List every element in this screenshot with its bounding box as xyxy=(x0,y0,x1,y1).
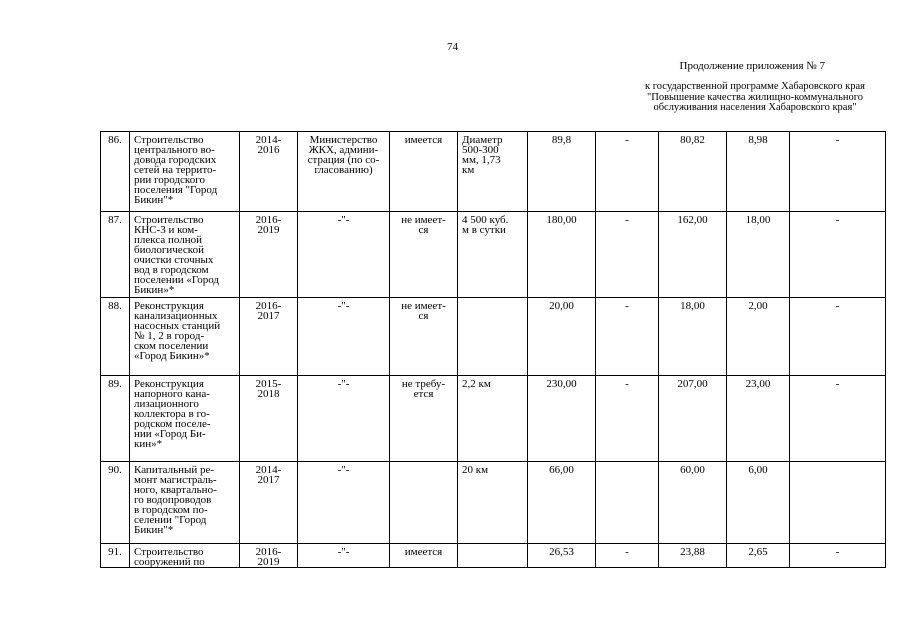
total-amount-cell: 20,00 xyxy=(528,298,596,376)
project-name-cell xyxy=(130,132,240,212)
cell-line: 2,2 км xyxy=(462,378,491,390)
cell-line: очистки сточных xyxy=(134,254,214,266)
regional-amount-cell: 207,00 xyxy=(659,376,727,462)
cell-line: сетей на террито- xyxy=(134,164,217,176)
regional-amount-cell: 162,00 xyxy=(659,212,727,298)
cell-line: -"- xyxy=(337,546,350,558)
cell-line: страция (по со- xyxy=(307,154,380,166)
documentation-cell xyxy=(390,376,458,462)
cell-line: 2014- xyxy=(255,464,282,476)
cell-line: поселении «Город xyxy=(134,274,220,286)
appendix-title: Продолжение приложения № 7 xyxy=(679,60,825,72)
cell-line: довода городских xyxy=(134,154,217,166)
project-name-cell xyxy=(130,298,240,376)
total-amount-cell: 66,00 xyxy=(528,462,596,544)
executor-cell xyxy=(298,544,390,568)
cell-line: рии городского xyxy=(134,174,205,186)
cell-line: Реконструкция xyxy=(134,378,204,390)
table-body xyxy=(101,132,886,568)
period-cell xyxy=(240,298,298,376)
documentation-cell xyxy=(390,132,458,212)
table-row xyxy=(101,132,886,212)
cell-line: 2017 xyxy=(257,310,280,322)
executor-cell xyxy=(298,462,390,544)
capacity-cell xyxy=(458,462,528,544)
cell-line: вод в городском xyxy=(134,264,209,276)
documentation-cell xyxy=(390,212,458,298)
cell-line: го водопроводов xyxy=(134,494,212,506)
capacity-cell xyxy=(458,212,528,298)
other-sources-cell: - xyxy=(790,376,886,462)
cell-line: нии «Город Би- xyxy=(134,428,206,440)
cell-line: Бикин"* xyxy=(134,194,174,206)
federal-amount-cell: - xyxy=(596,132,659,212)
period-cell xyxy=(240,132,298,212)
regional-amount-cell: 80,82 xyxy=(659,132,727,212)
total-amount-cell: 180,00 xyxy=(528,212,596,298)
row-number-cell: 89. xyxy=(101,376,130,462)
projects-table xyxy=(100,131,886,568)
cell-line: 4 500 куб. xyxy=(462,214,509,226)
other-sources-cell: - xyxy=(790,212,886,298)
cell-line: родском поселе- xyxy=(134,418,211,430)
cell-line: ется xyxy=(413,388,434,400)
cell-line: 2019 xyxy=(257,224,280,236)
cell-line: не требу- xyxy=(401,378,446,390)
capacity-cell xyxy=(458,376,528,462)
cell-line: напорного кана- xyxy=(134,388,210,400)
project-name-cell xyxy=(130,376,240,462)
cell-line: ся xyxy=(418,224,429,236)
cell-line: КНС-3 и ком- xyxy=(134,224,198,236)
cell-line: Строительство xyxy=(134,134,204,146)
row-number-cell: 90. xyxy=(101,462,130,544)
capacity-cell xyxy=(458,544,528,568)
documentation-cell xyxy=(390,544,458,568)
federal-amount-cell: - xyxy=(596,376,659,462)
executor-cell xyxy=(298,132,390,212)
period-cell xyxy=(240,544,298,568)
local-amount-cell: 23,00 xyxy=(727,376,790,462)
cell-line: центрального во- xyxy=(134,144,215,156)
capacity-cell xyxy=(458,132,528,212)
row-number-cell: 88. xyxy=(101,298,130,376)
cell-line: 2019 xyxy=(257,556,280,568)
local-amount-cell: 6,00 xyxy=(727,462,790,544)
federal-amount-cell: - xyxy=(596,212,659,298)
federal-amount-cell xyxy=(596,462,659,544)
cell-line: Строительство xyxy=(134,546,204,558)
cell-line: монт магистраль- xyxy=(134,474,217,486)
row-number-cell: 91. xyxy=(101,544,130,568)
period-cell xyxy=(240,462,298,544)
cell-line: ся xyxy=(418,310,429,322)
project-name-cell xyxy=(130,544,240,568)
period-cell xyxy=(240,376,298,462)
total-amount-cell: 230,00 xyxy=(528,376,596,462)
cell-line: км xyxy=(462,164,475,176)
cell-line: Министерство xyxy=(309,134,378,146)
program-title-line: "Повышение качества жилищно-коммунального xyxy=(646,91,864,103)
cell-line: 2017 xyxy=(257,474,280,486)
program-title-line: обслуживания населения Хабаровского края" xyxy=(653,102,857,113)
cell-line: Бикин»* xyxy=(134,284,175,296)
cell-line: ском поселении xyxy=(134,340,209,352)
other-sources-cell: - xyxy=(790,132,886,212)
cell-line: лизационного xyxy=(134,398,199,410)
cell-line: -"- xyxy=(337,378,350,390)
cell-line: Бикин"* xyxy=(134,524,174,536)
cell-line: «Город Бикин»* xyxy=(134,350,210,362)
executor-cell xyxy=(298,298,390,376)
executor-cell xyxy=(298,212,390,298)
cell-line: -"- xyxy=(337,300,350,312)
table-row xyxy=(101,462,886,544)
cell-line: ного, квартально- xyxy=(134,484,217,496)
row-number-cell: 87. xyxy=(101,212,130,298)
capacity-cell xyxy=(458,298,528,376)
cell-line: ЖКХ, админи- xyxy=(308,144,379,156)
period-cell xyxy=(240,212,298,298)
other-sources-cell xyxy=(790,462,886,544)
cell-line: -"- xyxy=(337,464,350,476)
cell-line: мм, 1,73 xyxy=(462,154,501,166)
documentation-cell xyxy=(390,462,458,544)
cell-line: 2016- xyxy=(255,214,282,226)
total-amount-cell: 89,8 xyxy=(528,132,596,212)
cell-line: поселения "Город xyxy=(134,184,218,196)
cell-line: 2014- xyxy=(255,134,282,146)
cell-line: биологической xyxy=(134,244,204,256)
cell-line: гласованию) xyxy=(314,164,373,176)
page-number: 74 xyxy=(447,41,458,53)
documentation-cell xyxy=(390,298,458,376)
local-amount-cell: 18,00 xyxy=(727,212,790,298)
cell-line: 20 км xyxy=(462,464,489,476)
cell-line: 2016- xyxy=(255,546,282,558)
cell-line: Реконструкция xyxy=(134,300,204,312)
cell-line: Строительство xyxy=(134,214,204,226)
other-sources-cell: - xyxy=(790,544,886,568)
regional-amount-cell: 18,00 xyxy=(659,298,727,376)
project-name-cell xyxy=(130,462,240,544)
cell-line: имеется xyxy=(404,546,443,558)
cell-line: 2016- xyxy=(255,300,282,312)
regional-amount-cell: 60,00 xyxy=(659,462,727,544)
total-amount-cell: 26,53 xyxy=(528,544,596,568)
cell-line: 2015- xyxy=(255,378,282,390)
cell-line: 500-300 xyxy=(462,144,499,156)
cell-line: в городском по- xyxy=(134,504,208,516)
local-amount-cell: 2,00 xyxy=(727,298,790,376)
cell-line: канализационных xyxy=(134,310,218,322)
cell-line: имеется xyxy=(404,134,443,146)
row-number-cell: 86. xyxy=(101,132,130,212)
project-name-cell xyxy=(130,212,240,298)
local-amount-cell: 8,98 xyxy=(727,132,790,212)
cell-line: насосных станций xyxy=(134,320,221,332)
cell-line: 2016 xyxy=(257,144,280,156)
cell-line: не имеет- xyxy=(401,300,446,312)
table-row xyxy=(101,298,886,376)
cell-line: м в сутки xyxy=(462,224,506,236)
regional-amount-cell: 23,88 xyxy=(659,544,727,568)
cell-line: сооружений по xyxy=(134,556,205,568)
cell-line: коллектора в го- xyxy=(134,408,210,420)
table-row xyxy=(101,544,886,568)
cell-line: 2018 xyxy=(257,388,280,400)
cell-line: кин»* xyxy=(134,438,163,450)
executor-cell xyxy=(298,376,390,462)
cell-line: Капитальный ре- xyxy=(134,464,215,476)
cell-line: плекса полной xyxy=(134,234,202,246)
federal-amount-cell: - xyxy=(596,298,659,376)
cell-line: не имеет- xyxy=(401,214,446,226)
cell-line: -"- xyxy=(337,214,350,226)
federal-amount-cell: - xyxy=(596,544,659,568)
program-title xyxy=(645,82,865,114)
table-row xyxy=(101,376,886,462)
local-amount-cell: 2,65 xyxy=(727,544,790,568)
program-title-line: к государственной программе Хабаровского края xyxy=(645,81,865,92)
cell-line: Диаметр xyxy=(462,134,503,146)
cell-line: селении "Город xyxy=(134,514,207,526)
cell-line: № 1, 2 в город- xyxy=(134,330,205,342)
other-sources-cell: - xyxy=(790,298,886,376)
table-row xyxy=(101,212,886,298)
